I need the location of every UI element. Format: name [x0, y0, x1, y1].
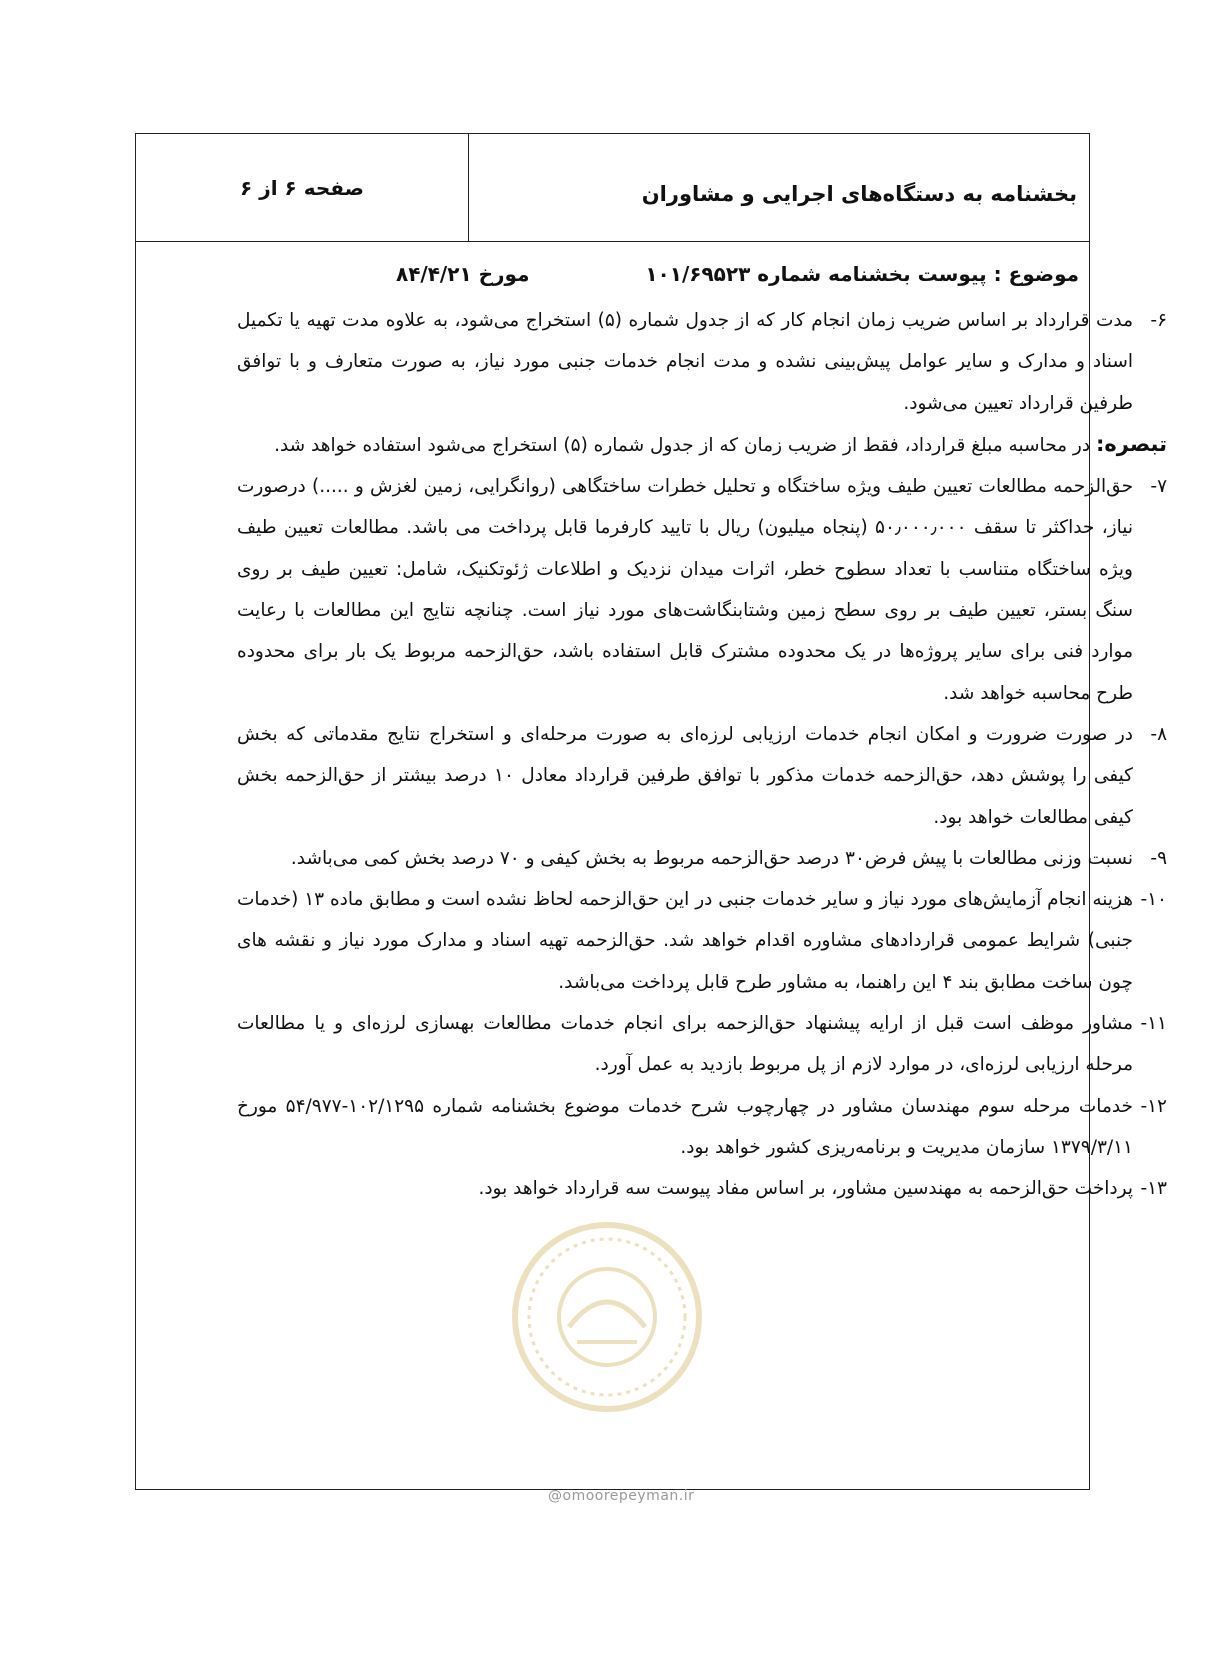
subject-row	[136, 254, 1089, 294]
page-number: صفحه ۶ از ۶	[240, 175, 364, 200]
item-text: مشاور موظف است قبل از ارایه پیشنهاد حق‌الزحمه برای انجام خدمات مطالعات بهسازی لرزه‌ای و یا مطالعات مرحله ارزیابی لرزه‌ای، در موارد لازم از پل مربوط بازدید به عمل آورد.	[237, 1013, 1133, 1076]
list-item	[237, 1003, 1167, 1086]
note-text: در محاسبه مبلغ قرارداد، فقط از ضریب زمان که از جدول شماره (۵) استخراج می‌شود استفاده خواهد شد.	[274, 434, 1096, 456]
subject-line: موضوع : پیوست بخشنامه شماره ۱۰۱/۶۹۵۲۳	[645, 262, 1079, 286]
note-paragraph	[237, 424, 1167, 466]
list-item	[237, 1168, 1167, 1209]
list-item	[237, 300, 1167, 424]
item-text: مدت قرارداد بر اساس ضریب زمان انجام کار که از جدول شماره (۵) استخراج می‌شود، به علاوه مدت تهیه یا تکمیل اسناد و مدارک و سایر عوامل پیش‌بینی نشده و مدت انجام خدمات جنبی مورد نیاز، به صورت متعارف و با توافق طرفین قرارداد تعیین می‌شود.	[237, 310, 1133, 414]
subject-date: مورخ ۸۴/۴/۲۱	[396, 262, 530, 286]
list-item	[237, 879, 1167, 1003]
item-text: نسبت وزنی مطالعات با پیش فرض۳۰ درصد حق‌الزحمه مربوط به بخش کیفی و ۷۰ درصد بخش کمی می‌باشد.	[290, 847, 1133, 869]
item-text: خدمات مرحله سوم مهندسان مشاور در چهارچوب شرح خدمات موضوع بخشنامه شماره ۱۰۲/۱۲۹۵-۵۴/۹۷۷ مورخ ۱۳۷۹/۳/۱۱ سازمان مدیریت و برنامه‌ریزی کشور خواهد بود.	[237, 1095, 1133, 1158]
item-number: ۱۳-	[1140, 1178, 1167, 1200]
item-number: ۸-	[1150, 723, 1167, 745]
document-title: بخشنامه به دستگاه‌های اجرایی و مشاوران	[641, 182, 1077, 206]
item-text: هزینه انجام آزمایش‌های مورد نیاز و سایر خدمات جنبی در این حق‌الزحمه لحاظ نشده است و مطابق ماده ۱۳ (خدمات جنبی) شرایط عمومی قراردادهای مشاوره اقدام خواهد شد. حق‌الزحمه تهیه اسناد و مدارک مورد نیاز و نقشه های چون ساخت مطابق بند ۴ این راهنما، به مشاور طرح قابل پرداخت می‌باشد.	[237, 889, 1133, 993]
item-text: در صورت ضرورت و امکان انجام خدمات ارزیابی لرزه‌ای به صورت مرحله‌ای و استخراج نتایج مقدماتی که بخش کیفی را پوشش دهد، حق‌الزحمه خدمات مذکور با توافق طرفین قرارداد معادل ۱۰ درصد بیشتر از حق‌الزحمه بخش کیفی مطالعات خواهد بود.	[237, 723, 1133, 828]
list-item	[237, 1086, 1167, 1169]
header-divider	[468, 134, 469, 241]
item-number: ۱۱-	[1140, 1013, 1167, 1035]
item-number: ۶-	[1150, 310, 1167, 331]
source-watermark: @omoorepeyman.ir	[548, 1488, 695, 1504]
list-item	[237, 714, 1167, 838]
item-number: ۱۰-	[1140, 889, 1167, 911]
item-number: ۷-	[1150, 476, 1167, 498]
item-number: ۱۲-	[1140, 1095, 1167, 1117]
list-item	[237, 838, 1167, 879]
note-label: تبصره:	[1095, 431, 1167, 456]
item-text: پرداخت حق‌الزحمه به مهندسین مشاور، بر اساس مفاد پیوست سه قرارداد خواهد بود.	[478, 1178, 1133, 1200]
body-text	[237, 300, 1167, 1210]
item-text: حق‌الزحمه مطالعات تعیین طیف ویژه ساختگاه و تحلیل خطرات ساختگاهی (روانگرایی، زمین لغزش و .....) درصورت نیاز، حداکثر تا سقف ۵۰٫۰۰۰٫۰۰۰ (پنجاه میلیون) ریال با تایید کارفرما قابل پرداخت می باشد. مطالعات تعیین طیف ویژه ساختگاه متناسب با تعداد سطوح خطر، اثرات میدان نزدیک و اطلاعات ژئوتکنیک، شامل: تعیین طیف بر روی سنگ بستر، تعیین طیف بر روی سطح زمین وشتابنگاشت‌های مورد نیاز است. چنانچه نتایج این مطالعات با رعایت موارد فنی برای سایر پروژه‌ها در یک محدوده مشترک قابل استفاده باشد، حق‌الزحمه مربوط یک بار برای محدوده طرح محاسبه خواهد شد.	[237, 476, 1133, 704]
item-number: ۹-	[1150, 847, 1167, 869]
list-item	[237, 466, 1167, 714]
watermark-seal-icon	[507, 1217, 707, 1417]
